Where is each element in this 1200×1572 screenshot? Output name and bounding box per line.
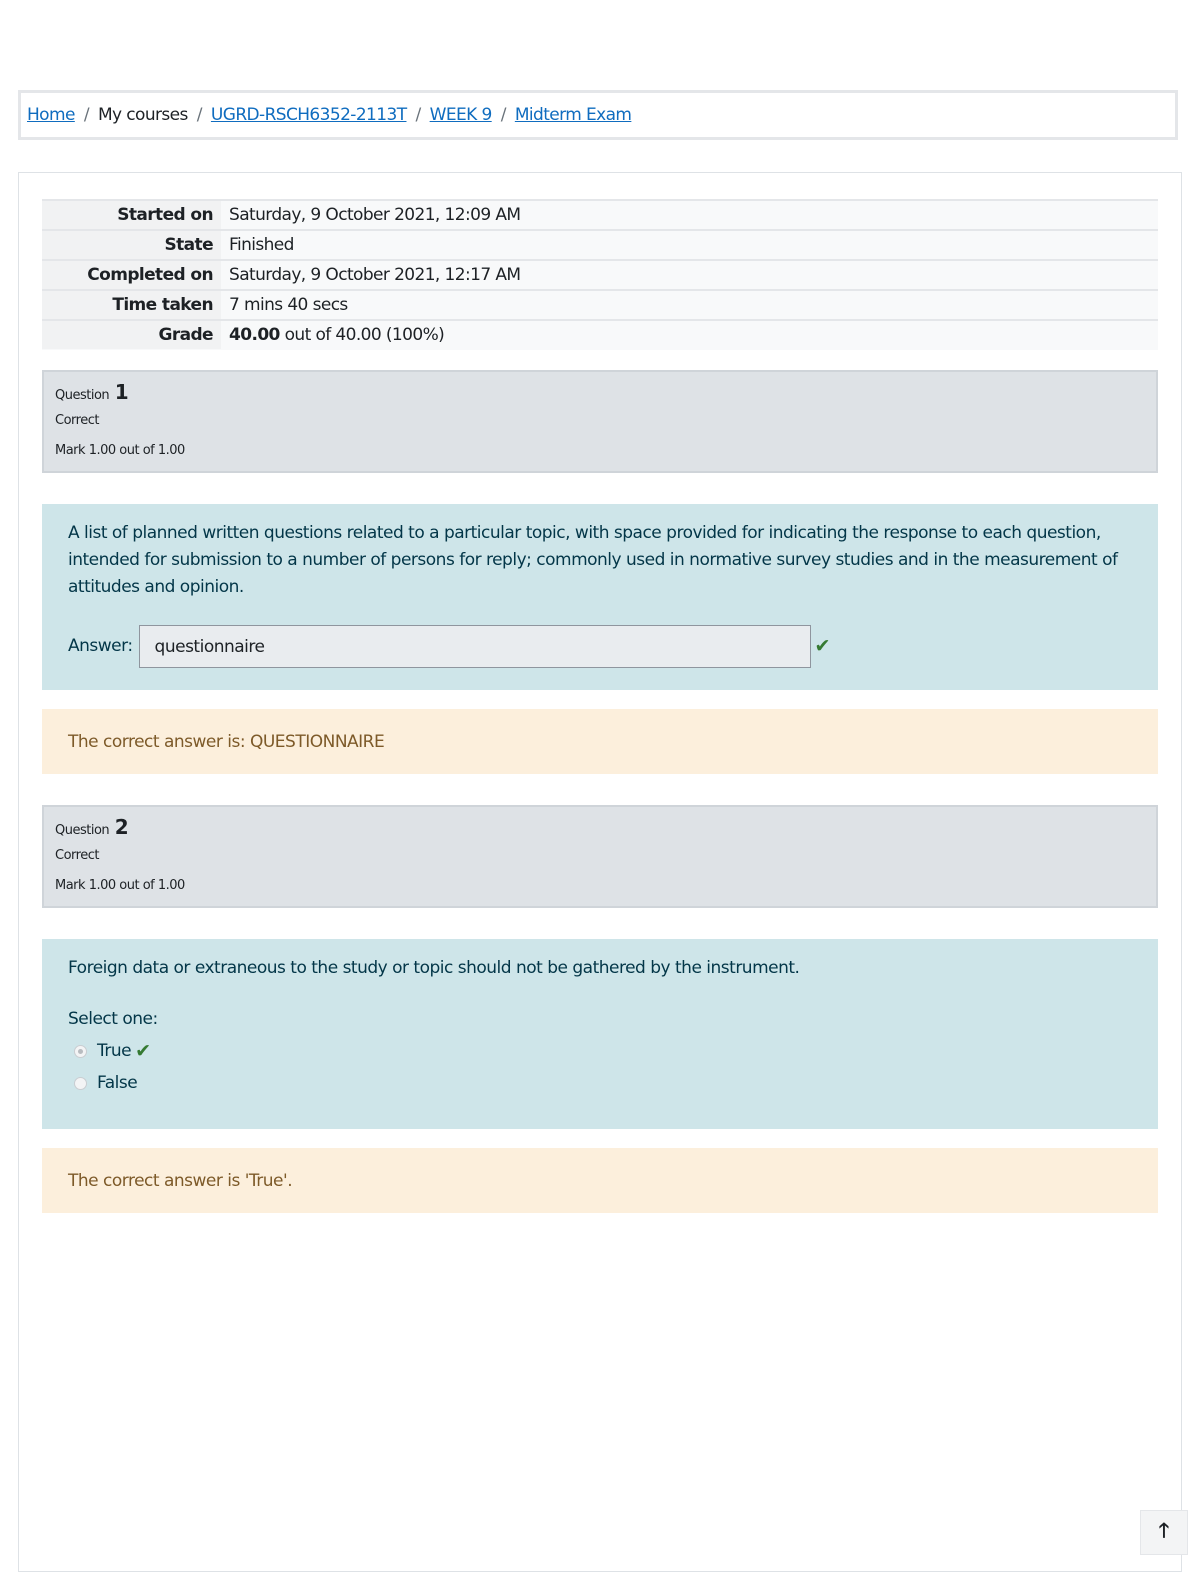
breadcrumb-course-link[interactable]: UGRD-RSCH6352-2113T xyxy=(210,105,407,125)
question-2-right-answer: The correct answer is 'True'. xyxy=(68,1170,293,1191)
time-taken-label: Time taken xyxy=(42,290,221,320)
summary-row-completed xyxy=(42,260,1158,290)
correct-check-icon: ✔ xyxy=(135,1040,151,1062)
breadcrumb xyxy=(18,90,1178,140)
question-1-right-answer: The correct answer is: QUESTIONNAIRE xyxy=(68,731,385,752)
summary-row-grade xyxy=(42,320,1158,350)
question-2-info xyxy=(42,805,1158,908)
state-label: State xyxy=(42,230,221,260)
question-number: 1 xyxy=(114,380,129,404)
question-2-text: Foreign data or extraneous to the study or topic should not be gathered by the instrument. xyxy=(68,958,800,978)
question-1-formulation xyxy=(42,504,1158,690)
state-value: Finished xyxy=(221,230,1158,260)
question-1-info xyxy=(42,370,1158,473)
started-on-value: Saturday, 9 October 2021, 12:09 AM xyxy=(221,200,1158,230)
completed-on-label: Completed on xyxy=(42,260,221,290)
completed-on-value: Saturday, 9 October 2021, 12:17 AM xyxy=(221,260,1158,290)
question-1-state: Correct xyxy=(55,413,99,428)
summary-row-state xyxy=(42,230,1158,260)
question-number: 2 xyxy=(114,815,129,839)
summary-row-started xyxy=(42,200,1158,230)
question-1-heading xyxy=(55,380,1145,404)
started-on-label: Started on xyxy=(42,200,221,230)
answer-input[interactable] xyxy=(139,625,811,668)
breadcrumb-home-link[interactable]: Home xyxy=(27,105,75,125)
grade-label: Grade xyxy=(42,320,221,350)
breadcrumb-my-courses: My courses xyxy=(97,105,188,125)
attempt-summary-table xyxy=(42,199,1158,350)
grade-value xyxy=(221,320,1158,350)
grade-out-of: out of 40.00 (100%) xyxy=(284,325,445,345)
question-prefix: Question xyxy=(55,823,110,838)
radio-true[interactable] xyxy=(74,1045,87,1058)
breadcrumb-separator: / xyxy=(196,105,202,125)
answer-label: Answer: xyxy=(68,636,133,656)
question-2-state: Correct xyxy=(55,848,99,863)
breadcrumb-week-link[interactable]: WEEK 9 xyxy=(429,105,492,125)
question-2-feedback xyxy=(42,1148,1158,1213)
breadcrumb-separator: / xyxy=(83,105,89,125)
select-one-prompt: Select one: xyxy=(68,1009,158,1029)
option-true[interactable] xyxy=(68,1038,1132,1065)
option-false-label: False xyxy=(97,1073,138,1093)
arrow-up-icon: 🡑 xyxy=(1158,1517,1170,1542)
option-true-label: True xyxy=(97,1041,132,1061)
question-2-mark: Mark 1.00 out of 1.00 xyxy=(55,877,185,893)
question-1-feedback xyxy=(42,709,1158,774)
breadcrumb-separator: / xyxy=(415,105,421,125)
breadcrumb-exam-link[interactable]: Midterm Exam xyxy=(514,105,632,125)
option-false[interactable] xyxy=(68,1070,1132,1097)
back-to-top-button[interactable] xyxy=(1140,1510,1188,1555)
summary-row-time xyxy=(42,290,1158,320)
question-1-answer-row xyxy=(68,625,1132,668)
radio-false[interactable] xyxy=(74,1077,87,1090)
grade-score: 40.00 xyxy=(229,325,280,345)
question-prefix: Question xyxy=(55,388,110,403)
question-1-text: A list of planned written questions related to a particular topic, with space provided for indicating the response to each question, intended for submission to a number of persons for reply; commonly used in normative survey studies and in the measurement of attitudes and opinion. xyxy=(68,523,1118,597)
time-taken-value: 7 mins 40 secs xyxy=(221,290,1158,320)
question-2-formulation xyxy=(42,939,1158,1129)
question-2-heading xyxy=(55,815,1145,839)
breadcrumb-separator: / xyxy=(500,105,506,125)
question-1-mark: Mark 1.00 out of 1.00 xyxy=(55,442,185,458)
correct-check-icon: ✔ xyxy=(814,635,830,657)
